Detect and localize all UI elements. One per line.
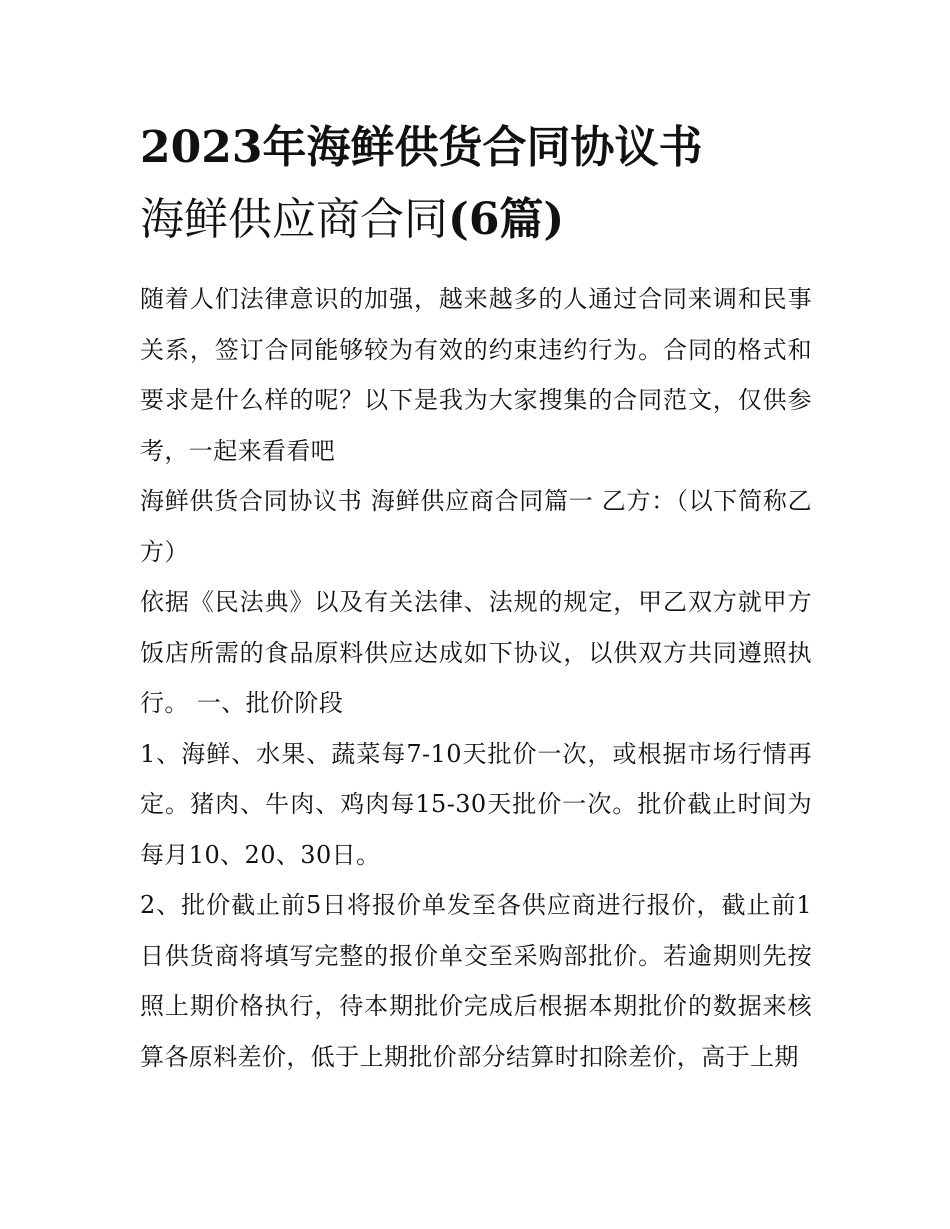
title-line-2-suffix: (6篇) [448, 194, 565, 245]
title-line-2-text: 海鲜供应商合同 [140, 194, 448, 245]
paragraph-parties: 海鲜供货合同协议书 海鲜供应商合同篇一 乙方：（以下简称乙方） [140, 487, 812, 566]
document-page [140, 112, 812, 1082]
paragraph-basis: 依据《民法典》以及有关法律、法规的规定，甲乙双方就甲方饭店所需的食品原料供应达成如下协议，以供双方共同遵照执行。 一、批价阶段 [140, 588, 812, 717]
paragraph-clause-1: 1、海鲜、水果、蔬菜每7-10天批价一次，或根据市场行情再定。猪肉、牛肉、鸡肉每15-30天批价一次。批价截止时间为每月10、20、30日。 [140, 739, 812, 869]
paragraph-clause-2: 2、批价截止前5日将报价单发至各供应商进行报价，截止前1日供货商将填写完整的报价单交至采购部批价。若逾期则先按照上期价格执行，待本期批价完成后根据本期批价的数据来核算各原料差价，低于上期批价部分结算时扣除差价，高于上期 [140, 891, 812, 1071]
title-line-1: 2023年海鲜供货合同协议书 [140, 122, 703, 173]
paragraph-intro: 随着人们法律意识的加强，越来越多的人通过合同来调和民事关系，签订合同能够较为有效的约束违约行为。合同的格式和要求是什么样的呢？以下是我为大家搜集的合同范文，仅供参考，一起来看看吧 [140, 285, 812, 465]
document-body [140, 274, 812, 1082]
document-title [140, 112, 812, 256]
title-line-2 [140, 184, 812, 256]
